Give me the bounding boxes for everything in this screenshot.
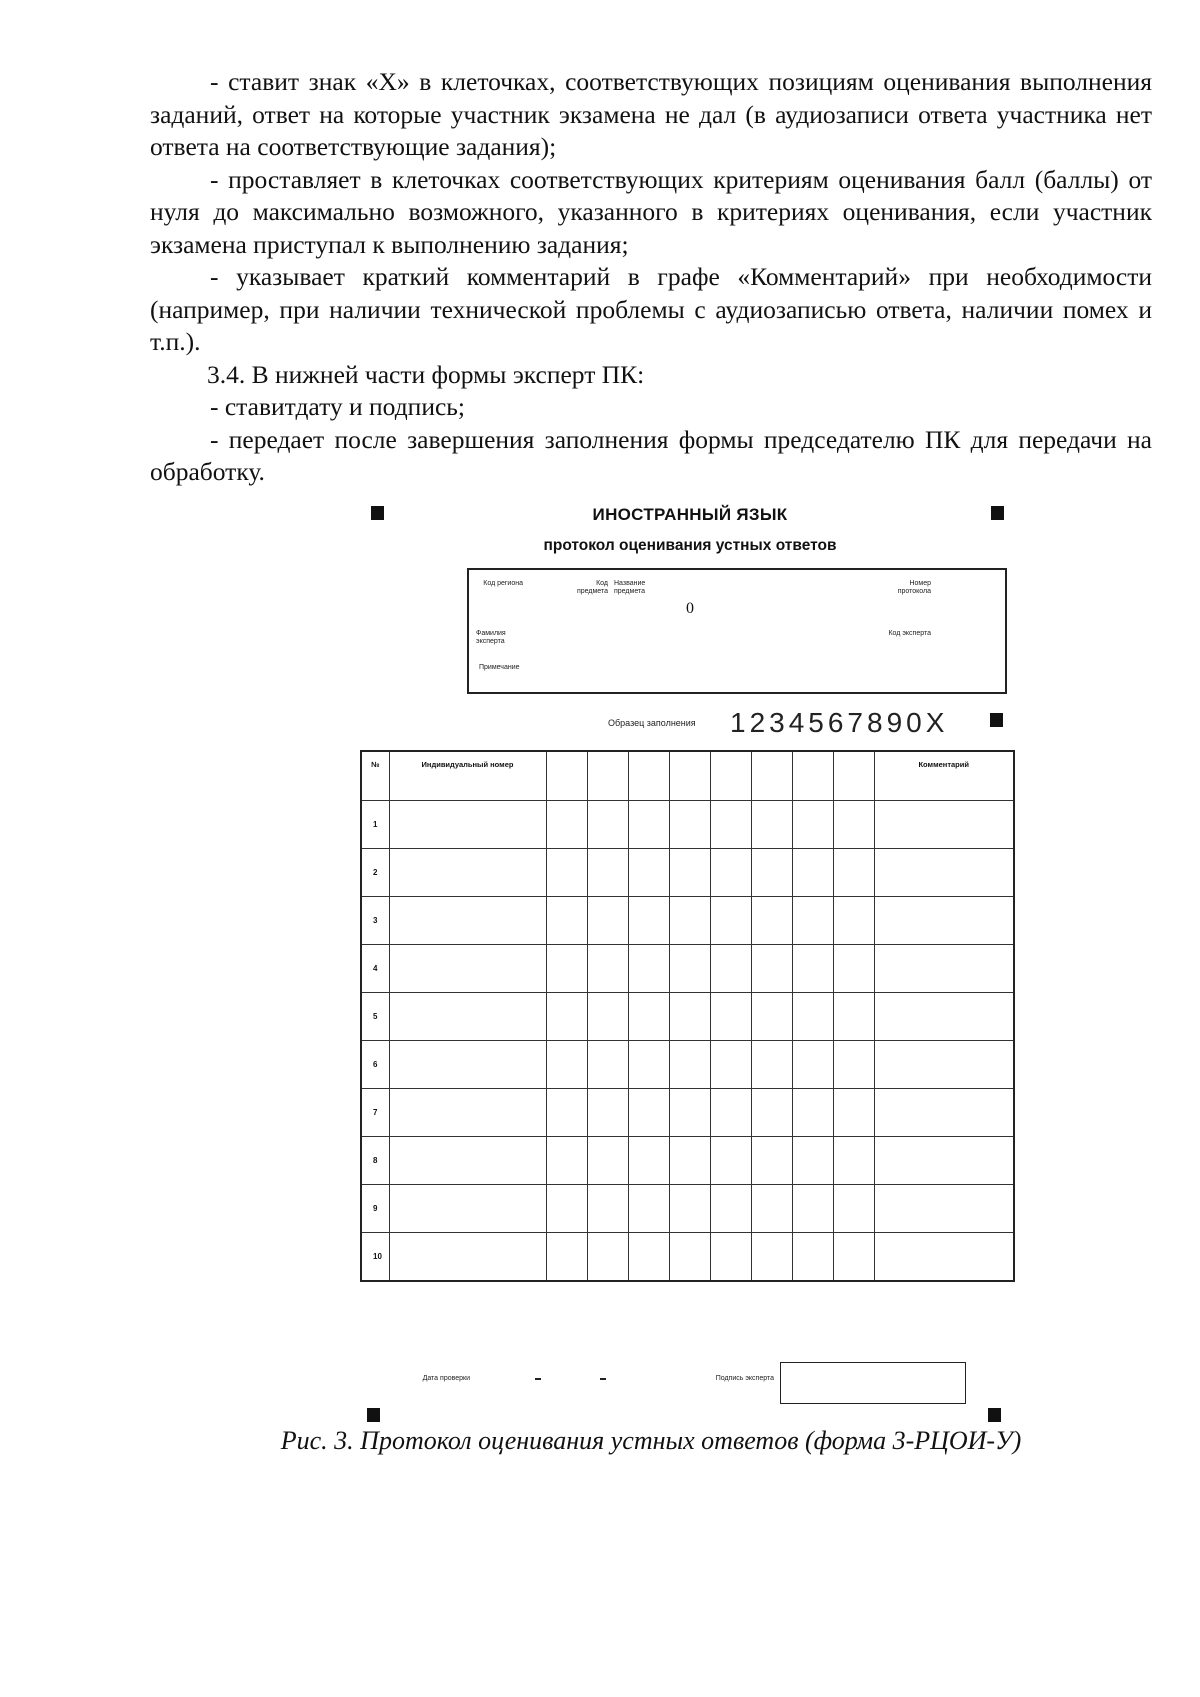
score-cell[interactable] (751, 849, 792, 897)
score-column-header (751, 751, 792, 801)
row-number: 7 (361, 1089, 389, 1137)
score-cell[interactable] (792, 801, 833, 849)
row-number: 10 (361, 1233, 389, 1282)
score-column-header (628, 751, 669, 801)
row-number: 6 (361, 1041, 389, 1089)
score-column-header (792, 751, 833, 801)
score-cell[interactable] (546, 1089, 587, 1137)
subject-name-value: 0 (686, 600, 694, 617)
individual-number-cell[interactable] (389, 801, 546, 849)
score-cell[interactable] (587, 945, 628, 993)
score-cell[interactable] (833, 993, 874, 1041)
score-cell[interactable] (546, 849, 587, 897)
row-number: 5 (361, 993, 389, 1041)
score-cell[interactable] (710, 849, 751, 897)
score-cell[interactable] (751, 801, 792, 849)
corner-marker-bottom-left (367, 1408, 380, 1422)
score-cell[interactable] (792, 897, 833, 945)
figure-caption: Рис. 3. Протокол оценивания устных ответов (форма 3-РЦОИ-У) (280, 1426, 1022, 1455)
score-cell[interactable] (669, 1185, 710, 1233)
score-cell[interactable] (833, 1233, 874, 1282)
score-cell[interactable] (833, 1089, 874, 1137)
score-cell[interactable] (628, 1137, 669, 1185)
score-cell[interactable] (587, 1233, 628, 1282)
row-number: 8 (361, 1137, 389, 1185)
individual-number-column-header: Индивидуальный номер (389, 751, 546, 801)
row-number: 1 (361, 801, 389, 849)
score-cell[interactable] (587, 1041, 628, 1089)
score-cell[interactable] (546, 801, 587, 849)
comment-cell[interactable] (874, 1233, 1014, 1282)
body-text (150, 66, 1152, 489)
score-cell[interactable] (792, 849, 833, 897)
section-heading: 3.4. В нижней части формы эксперт ПК: (207, 359, 645, 389)
score-cell[interactable] (546, 1233, 587, 1282)
protocol-number-label: Номер протокола (897, 580, 931, 595)
number-column-header: № (361, 751, 389, 801)
sample-fill-label: Образец заполнения (608, 718, 696, 728)
individual-number-cell[interactable] (389, 1233, 546, 1282)
score-cell[interactable] (751, 1233, 792, 1282)
table-row (361, 945, 1014, 993)
individual-number-cell[interactable] (389, 1185, 546, 1233)
score-cell[interactable] (792, 1137, 833, 1185)
table-row (361, 849, 1014, 897)
score-cell[interactable] (587, 849, 628, 897)
table-row (361, 1185, 1014, 1233)
score-cell[interactable] (792, 945, 833, 993)
score-cell[interactable] (628, 993, 669, 1041)
score-cell[interactable] (792, 993, 833, 1041)
score-cell[interactable] (833, 945, 874, 993)
individual-number-cell[interactable] (389, 1041, 546, 1089)
comment-column-header: Комментарий (874, 751, 1014, 801)
row-number: 9 (361, 1185, 389, 1233)
comment-cell[interactable] (874, 897, 1014, 945)
score-cell[interactable] (833, 1185, 874, 1233)
score-cell[interactable] (669, 1137, 710, 1185)
date-separator (535, 1378, 541, 1380)
table-row (361, 1041, 1014, 1089)
table-row (361, 897, 1014, 945)
score-cell[interactable] (710, 1041, 751, 1089)
score-cell[interactable] (710, 993, 751, 1041)
table-row (361, 1137, 1014, 1185)
score-cell[interactable] (669, 993, 710, 1041)
score-column-header (546, 751, 587, 801)
score-cell[interactable] (587, 993, 628, 1041)
score-cell[interactable] (669, 849, 710, 897)
score-cell[interactable] (587, 801, 628, 849)
paragraph-date-sign: - ставитдату и подпись; (210, 392, 465, 421)
score-cell[interactable] (628, 801, 669, 849)
score-cell[interactable] (710, 801, 751, 849)
individual-number-cell[interactable] (389, 897, 546, 945)
score-cell[interactable] (710, 1137, 751, 1185)
subject-name-label: Название предмета (614, 580, 646, 595)
score-cell[interactable] (751, 1041, 792, 1089)
date-label: Дата проверки (422, 1375, 470, 1382)
subject-code-label: Код предмета (576, 580, 608, 595)
score-cell[interactable] (669, 1233, 710, 1282)
corner-marker-top-right (991, 506, 1004, 520)
expert-code-label: Код эксперта (888, 630, 931, 637)
score-cell[interactable] (628, 1041, 669, 1089)
paragraph-transfer: - передает после завершения заполнения формы председателю ПК для передачи на обработку. (150, 424, 1152, 486)
form-subtitle: протокол оценивания устных ответов (543, 537, 837, 554)
score-cell[interactable] (628, 1233, 669, 1282)
row-number: 2 (361, 849, 389, 897)
paragraph-score: - проставляет в клеточках соответствующих критериям оценивания балл (баллы) от нуля до максимально возможного, указанного в критериях оценивания, если участник экзамена приступал к выполнению задания; (150, 164, 1152, 259)
paragraph-comment: - указывает краткий комментарий в графе «Комментарий» при необходимости (например, при наличии технической проблемы с аудиозаписью ответа, наличии помех и т.п.). (150, 262, 1152, 356)
score-cell[interactable] (833, 1041, 874, 1089)
paragraph-mark-x: - ставит знак «X» в клеточках, соответствующих позициям оценивания выполнения заданий, ответ на которые участник экзамена не дал (в аудиозаписи ответа участника нет ответа на соответствующие задания); (150, 67, 1152, 161)
score-cell[interactable] (751, 993, 792, 1041)
row-number: 4 (361, 945, 389, 993)
individual-number-cell[interactable] (389, 993, 546, 1041)
score-cell[interactable] (628, 849, 669, 897)
corner-marker-top-left (371, 506, 384, 520)
score-cell[interactable] (546, 1041, 587, 1089)
comment-cell[interactable] (874, 1137, 1014, 1185)
sample-row-marker (990, 713, 1003, 727)
score-cell[interactable] (710, 1089, 751, 1137)
score-cell[interactable] (833, 1137, 874, 1185)
score-cell[interactable] (833, 897, 874, 945)
score-column-header (710, 751, 751, 801)
score-cell[interactable] (751, 945, 792, 993)
score-cell[interactable] (751, 1185, 792, 1233)
comment-cell[interactable] (874, 849, 1014, 897)
table-header-row (361, 751, 1014, 801)
table-body (361, 801, 1014, 1282)
table-row (361, 801, 1014, 849)
score-cell[interactable] (710, 945, 751, 993)
score-cell[interactable] (587, 1089, 628, 1137)
score-column-header (669, 751, 710, 801)
individual-number-cell[interactable] (389, 849, 546, 897)
score-cell[interactable] (587, 1185, 628, 1233)
scores-table (360, 750, 1015, 1282)
score-cell[interactable] (751, 1137, 792, 1185)
score-cell[interactable] (587, 897, 628, 945)
score-column-header (587, 751, 628, 801)
region-code-label: Код региона (483, 580, 523, 587)
table-row (361, 993, 1014, 1041)
date-separator (600, 1378, 606, 1380)
score-cell[interactable] (546, 897, 587, 945)
score-cell[interactable] (751, 897, 792, 945)
signature-box[interactable] (780, 1362, 966, 1404)
score-cell[interactable] (792, 1233, 833, 1282)
score-cell[interactable] (587, 1137, 628, 1185)
row-number: 3 (361, 897, 389, 945)
table-row (361, 1233, 1014, 1282)
comment-cell[interactable] (874, 945, 1014, 993)
comment-cell[interactable] (874, 801, 1014, 849)
corner-marker-bottom-right (988, 1408, 1001, 1422)
score-cell[interactable] (669, 1089, 710, 1137)
score-cell[interactable] (546, 1185, 587, 1233)
score-cell[interactable] (628, 945, 669, 993)
score-cell[interactable] (751, 1089, 792, 1137)
comment-cell[interactable] (874, 993, 1014, 1041)
score-cell[interactable] (628, 1185, 669, 1233)
comment-cell[interactable] (874, 1185, 1014, 1233)
score-cell[interactable] (669, 945, 710, 993)
comment-cell[interactable] (874, 1089, 1014, 1137)
score-cell[interactable] (669, 897, 710, 945)
score-cell[interactable] (710, 1233, 751, 1282)
score-cell[interactable] (792, 1041, 833, 1089)
score-cell[interactable] (628, 897, 669, 945)
table-row (361, 1089, 1014, 1137)
score-cell[interactable] (792, 1089, 833, 1137)
score-cell[interactable] (833, 849, 874, 897)
form-title: ИНОСТРАННЫЙ ЯЗЫК (592, 505, 788, 524)
sample-fill-digits: 1234567890X (730, 707, 949, 738)
score-cell[interactable] (792, 1185, 833, 1233)
form-header-box (467, 568, 1007, 694)
comment-cell[interactable] (874, 1041, 1014, 1089)
individual-number-cell[interactable] (389, 945, 546, 993)
expert-surname-label: Фамилия эксперта (476, 630, 506, 645)
note-label: Примечание (479, 664, 520, 671)
score-cell[interactable] (628, 1089, 669, 1137)
score-cell[interactable] (669, 801, 710, 849)
score-cell[interactable] (833, 801, 874, 849)
score-cell[interactable] (669, 1041, 710, 1089)
score-cell[interactable] (710, 1185, 751, 1233)
score-cell[interactable] (546, 993, 587, 1041)
score-cell[interactable] (546, 945, 587, 993)
signature-label: Подпись эксперта (715, 1375, 774, 1382)
score-cell[interactable] (546, 1137, 587, 1185)
score-cell[interactable] (710, 897, 751, 945)
score-column-header (833, 751, 874, 801)
individual-number-cell[interactable] (389, 1137, 546, 1185)
individual-number-cell[interactable] (389, 1089, 546, 1137)
